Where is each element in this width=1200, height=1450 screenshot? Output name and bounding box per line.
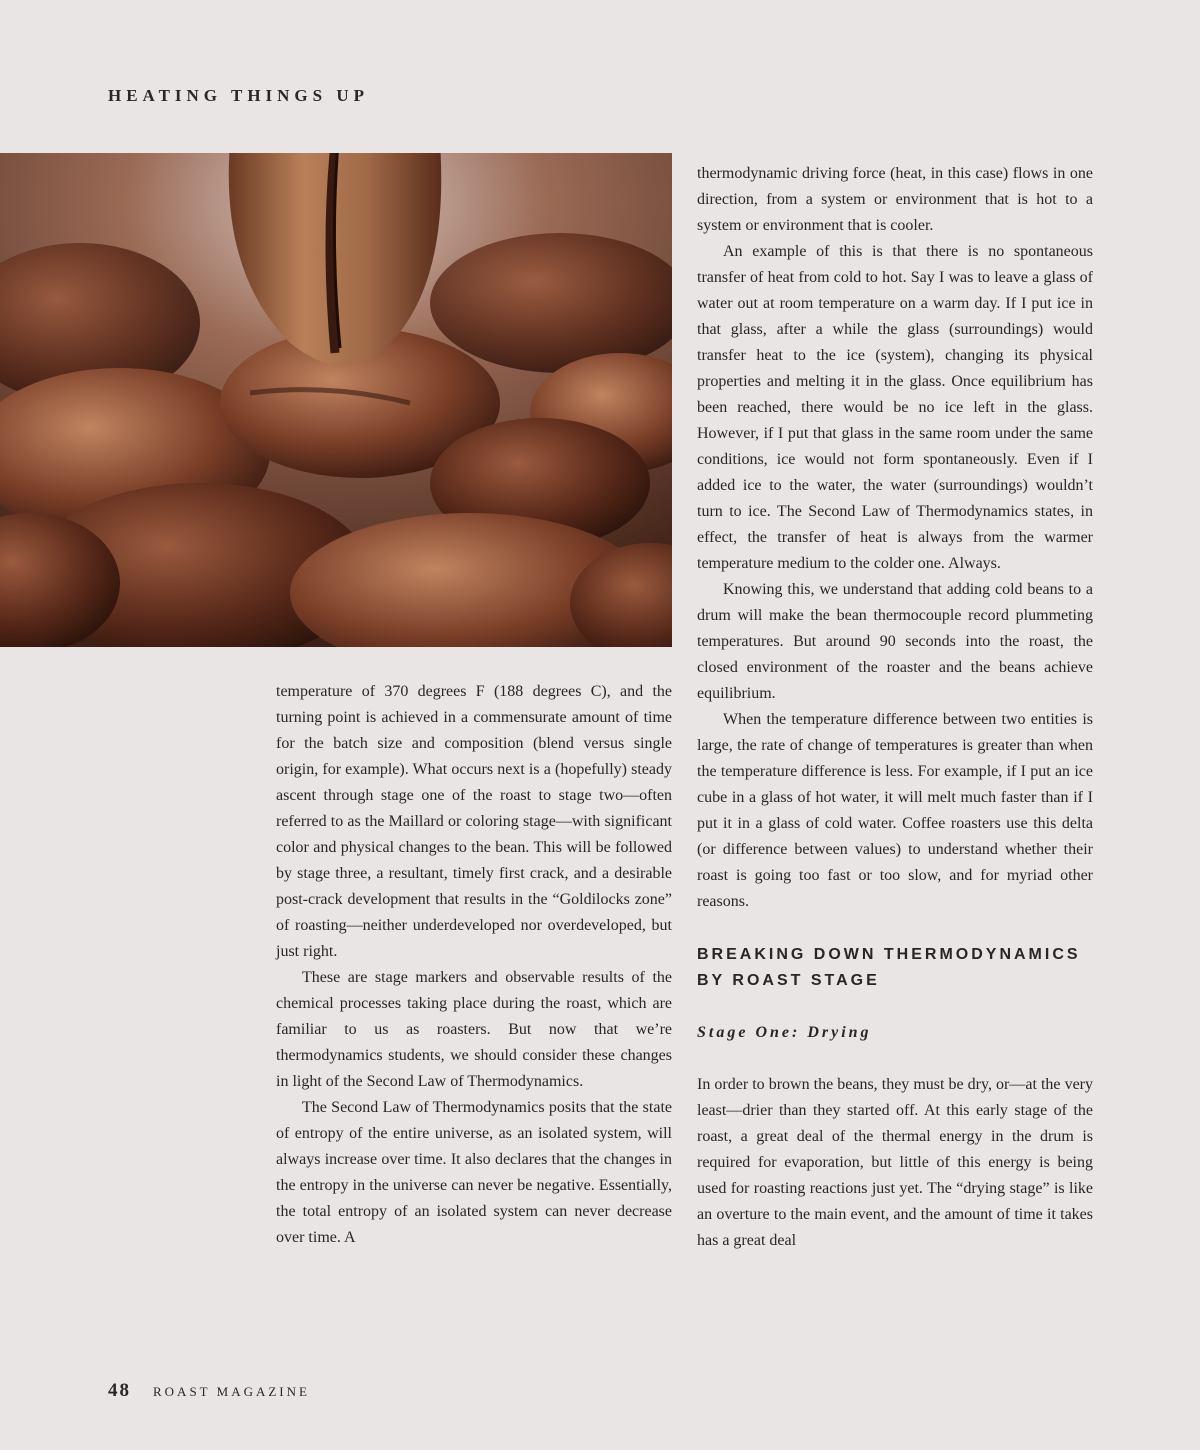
body-paragraph: temperature of 370 degrees F (188 degrees C), and the turning point is achieved in a commensurate amount of time for the batch size and composition (blend versus single origin, for example). What occurs next is a (hopefully) steady ascent through stage one of the roast to stage two—often referred to as the Maillard or coloring stage—with significant color and physical changes to the bean. This will be followed by stage three, a resultant, timely first crack, and a desirable post-crack development that results in the “Goldilocks zone” of roasting—neither underdeveloped nor overdeveloped, but just right. (276, 683, 672, 960)
page-footer (108, 1380, 310, 1402)
article-left-column (276, 679, 672, 1251)
body-paragraph: thermodynamic driving force (heat, in this case) flows in one direction, from a system or environment that is hot to a system or environment that is cooler. (697, 165, 1093, 234)
stage-title: Stage One: Drying (697, 1024, 872, 1041)
body-paragraph: These are stage markers and observable results of the chemical processes taking place during the roast, which are familiar to us as roasters. But now that we’re thermodynamics students, we should consider these changes in light of the Second Law of Thermodynamics. (276, 969, 672, 1090)
article-right-column (697, 161, 1093, 1254)
coffee-beans-photo (0, 153, 672, 647)
body-paragraph: In order to brown the beans, they must be dry, or—at the very least—drier than they started off. At this early stage of the roast, a great deal of the thermal energy in the drum is required for evaporation, but little of this energy is being used for roasting reactions just yet. The “drying stage” is like an overture to the main event, and the amount of time it takes has a great deal (697, 1076, 1093, 1249)
body-paragraph: An example of this is that there is no spontaneous transfer of heat from cold to hot. Say I was to leave a glass of water out at room temperature on a warm day. If I put ice in that glass, after a while the glass (surroundings) would transfer heat to the ice (system), changing its physical properties and melting it in the glass. Once equilibrium has been reached, there would be no ice left in the glass. However, if I put that glass in the same room under the same conditions, ice would not form spontaneously. Even if I added ice to the water, the water (surroundings) wouldn’t turn to ice. The Second Law of Thermodynamics states, in effect, the transfer of heat is always from the warmer temperature medium to the colder one. Always. (697, 243, 1093, 572)
body-paragraph: When the temperature difference between two entities is large, the rate of change of temperatures is greater than when the temperature difference is less. For example, if I put an ice cube in a glass of hot water, it will melt much faster than if I put it in a glass of cold water. Coffee roasters use this delta (or difference between values) to understand whether their roast is going too fast or too slow, and for myriad other reasons. (697, 711, 1093, 910)
body-paragraph: The Second Law of Thermodynamics posits that the state of entropy of the entire universe, as an isolated system, will always increase over time. It also declares that the changes in the entropy in the universe can never be negative. Essentially, the total entropy of an isolated system can never decrease over time. A (276, 1099, 672, 1246)
page-number: 48 (108, 1380, 131, 1401)
magazine-name: ROAST MAGAZINE (153, 1384, 310, 1399)
section-header: HEATING THINGS UP (108, 86, 370, 105)
body-paragraph: Knowing this, we understand that adding cold beans to a drum will make the bean thermocouple record plummeting temperatures. But around 90 seconds into the roast, the closed environment of the roaster and the beans achieve equilibrium. (697, 581, 1093, 702)
section-subheading: BREAKING DOWN THERMODYNAMICS BY ROAST STAGE (697, 946, 1081, 989)
